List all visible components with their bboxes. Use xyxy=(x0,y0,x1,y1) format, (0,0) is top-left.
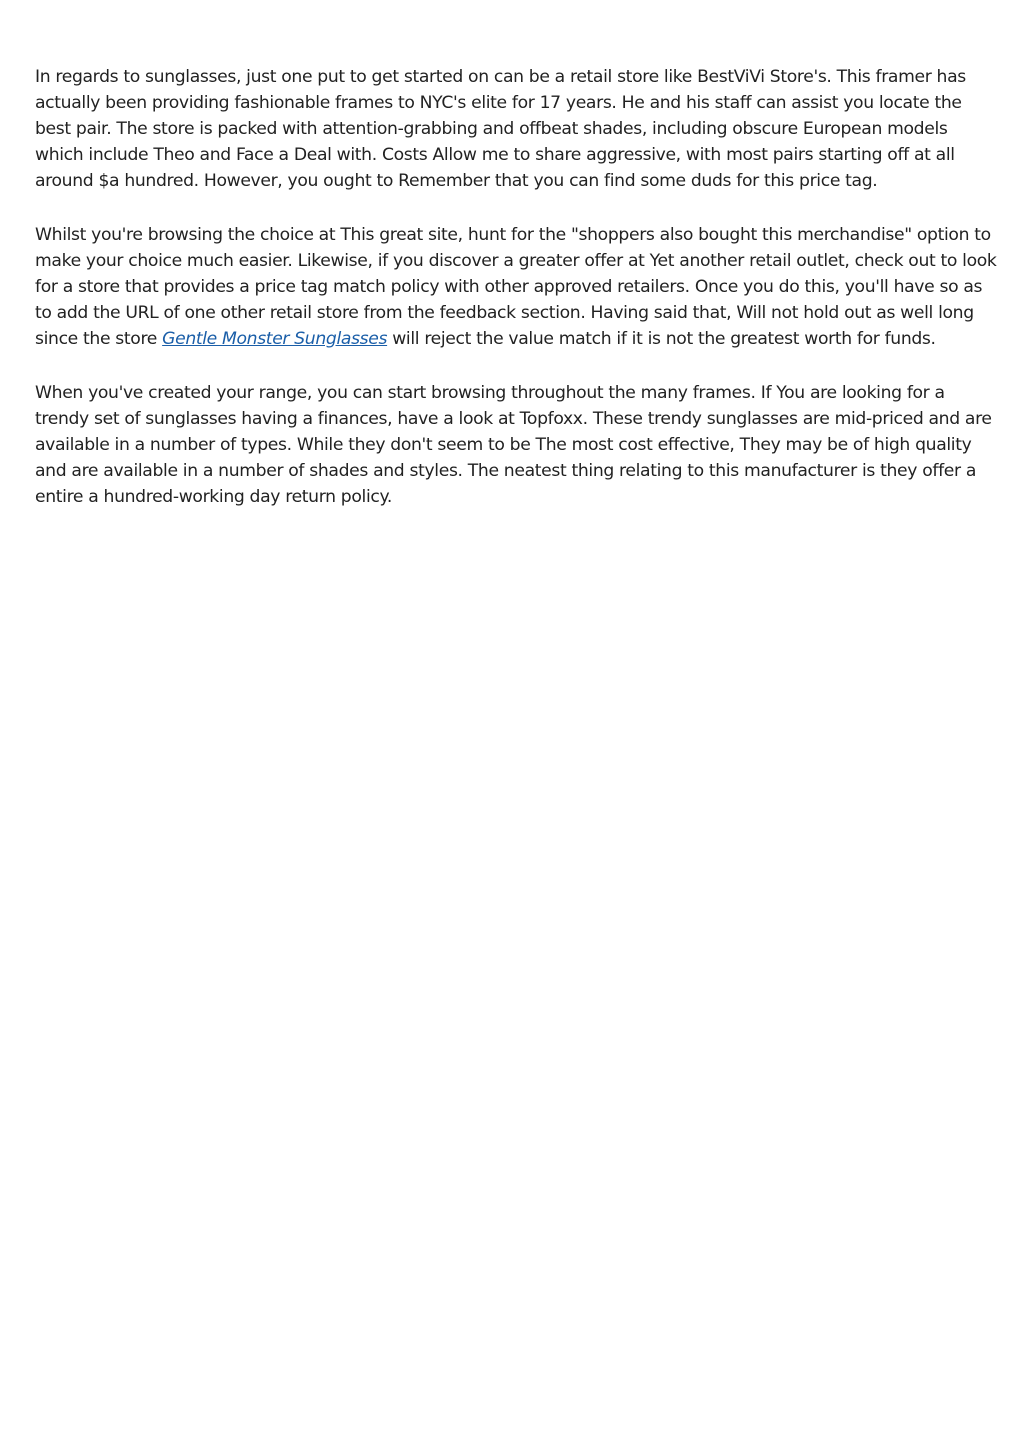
gentle-monster-sunglasses-link[interactable]: Gentle Monster Sunglasses xyxy=(162,329,388,349)
paragraph-1 xyxy=(35,64,997,194)
paragraph-2-text-after-link: will reject the value match if it is not the greatest worth for funds. xyxy=(387,329,936,349)
paragraph-2 xyxy=(35,222,997,352)
paragraph-3-text: When you've created your range, you can start browsing throughout the many frames. If You are looking for a trendy set of sunglasses having a finances, have a look at Topfoxx. These trendy sunglasses are mid-priced and are available in a number of types. While they don't seem to be The most cost effective, They may be of high quality and are available in a number of shades and styles. The neatest thing relating to this manufacturer is they offer a entire a hundred-working day return policy. xyxy=(35,383,992,507)
paragraph-3 xyxy=(35,380,997,510)
paragraph-1-text: In regards to sunglasses, just one put to get started on can be a retail store like BestViVi Store's. This framer has actually been providing fashionable frames to NYC's elite for 17 years. He and his staff can assist you locate the best pair. The store is packed with attention-grabbing and offbeat shades, including obscure European models which include Theo and Face a Deal with. Costs Allow me to share aggressive, with most pairs starting off at all around $a hundred. However, you ought to Remember that you can find some duds for this price tag. xyxy=(35,67,966,191)
paragraph-2-text-before-link: Whilst you're browsing the choice at This great site, hunt for the "shoppers also bought this merchandise" option to make your choice much easier. Likewise, if you discover a greater offer at Yet another retail outlet, check out to look for a store that provides a price tag match policy with other approved retailers. Once you do this, you'll have so as to add the URL of one other retail store from the feedback section. Having said that, Will not hold out as well long since the store xyxy=(35,225,997,349)
document-body xyxy=(35,64,997,538)
